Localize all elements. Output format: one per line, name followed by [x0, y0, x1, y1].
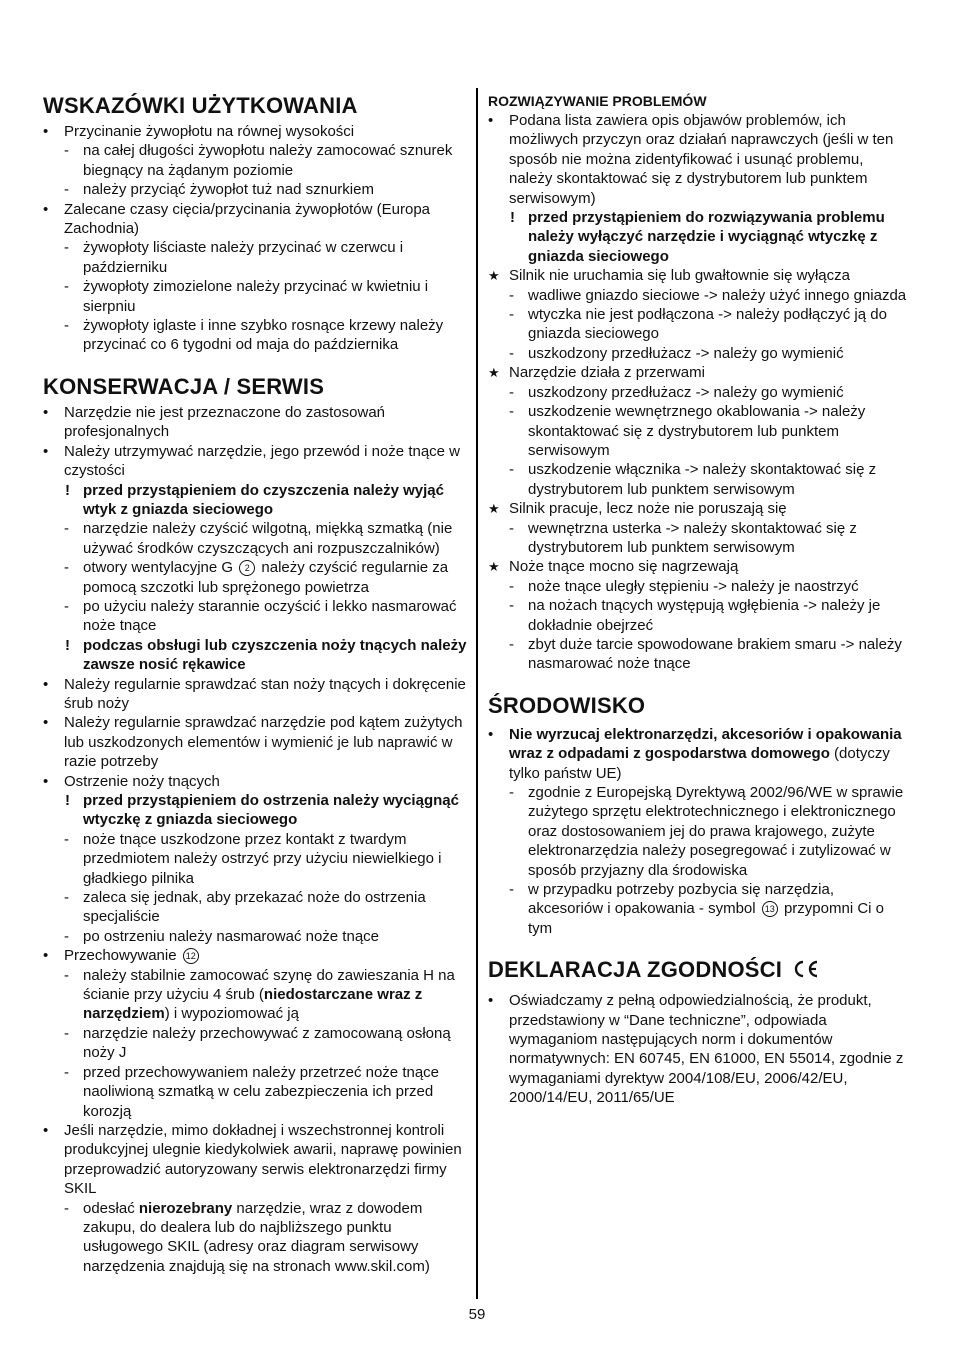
list-subitem [43, 966, 467, 1024]
list-item: • Zalecane czasy cięcia/przycinania żywopłotów (Europa Zachodnia) [43, 200, 467, 239]
list-item: • Przycinanie żywopłotu na równej wysokości [43, 122, 467, 141]
list-subitem: - żywopłoty zimozielone należy przycinać w kwietniu i sierpniu [43, 277, 467, 316]
ce-mark-icon [792, 959, 820, 985]
subitem-text: przypomni Ci o tym [528, 900, 884, 937]
list-item: • Jeśli narzędzie, mimo dokładnej i wszechstronnej kontroli produkcyjnej ulegnie kiedykolwiek awarii, naprawę powinien przeprowadzić autoryzowany serwis elektronarzędzi firmy SKIL [43, 1121, 467, 1199]
symptom-item: ★ Silnik pracuje, lecz noże nie poruszają się [488, 499, 910, 518]
list-subitem: - wewnętrzna usterka -> należy skontaktować się z dystrybutorem lub punktem serwisowym [488, 519, 910, 558]
list-subitem: - po ostrzeniu należy nasmarować noże tnące [43, 927, 467, 946]
right-column [488, 88, 910, 1108]
column-divider [476, 88, 478, 1299]
figure-reference-badge: 13 [762, 901, 778, 917]
warning-item: ! przed przystąpieniem do czyszczenia należy wyjąć wtyk z gniazda sieciowego [43, 481, 467, 520]
section-title-declaration [488, 957, 910, 985]
list-subitem: - narzędzie należy przechowywać z zamocowaną osłoną noży J [43, 1024, 467, 1063]
section-title-environment: ŚRODOWISKO [488, 692, 646, 718]
subitem-text: należy czyścić regularnie za pomocą szczotki lub sprężonego powietrza [83, 559, 449, 596]
list-subitem: - noże tnące uległy stępieniu -> należy je naostrzyć [488, 577, 910, 596]
list-item: • Należy regularnie sprawdzać stan noży tnących i dokręcenie śrub noży [43, 675, 467, 714]
list-item: • Podana lista zawiera opis objawów problemów, ich możliwych przyczyn oraz działań naprawczych (jeśli w ten sposób nie można zidentyfikować i usunąć problemu, należy skontaktować się z dystrybutorem lub punktem serwisowym) [488, 111, 910, 208]
figure-reference-badge: 2 [239, 560, 255, 576]
list-subitem: - uszkodzony przedłużacz -> należy go wymienić [488, 383, 910, 402]
subitem-text: należy stabilnie zamocować szynę do zawieszania H na ścianie przy użyciu 4 śrub ( [83, 966, 455, 1004]
usage-tips-list [43, 122, 467, 355]
section-title-usage-tips: WSKAZÓWKI UŻYTKOWANIA [43, 93, 358, 118]
subitem-text: w przypadku potrzeby pozbycia się narzędzia, akcesoriów i opakowania - symbol [528, 881, 834, 918]
declaration-list [488, 991, 910, 1107]
environment-list [488, 725, 910, 938]
list-item: • Narzędzie nie jest przeznaczone do zastosowań profesjonalnych [43, 403, 467, 442]
list-item: • Należy regularnie sprawdzać narzędzie pod kątem zużytych lub uszkodzonych elementów i wymienić je lub naprawić w razie potrzeby [43, 713, 467, 771]
list-subitem: - uszkodzony przedłużacz -> należy go wymienić [488, 344, 910, 363]
troubleshooting-list [488, 111, 910, 674]
section-title-troubleshooting: ROZWIĄZYWANIE PROBLEMÓW [488, 93, 707, 109]
subitem-text: odesłać [83, 1199, 135, 1217]
list-subitem: - narzędzie należy czyścić wilgotną, miękką szmatką (nie używać środków czyszczących ani rozpuszczalników) [43, 519, 467, 558]
figure-reference-badge: 12 [183, 948, 199, 964]
declaration-title-text: DEKLARACJA ZGODNOŚCI [488, 957, 783, 983]
section-title-maintenance: KONSERWACJA / SERWIS [43, 373, 325, 399]
symptom-item: ★ Narzędzie działa z przerwami [488, 363, 910, 382]
symptom-item: ★ Silnik nie uruchamia się lub gwałtownie się wyłącza [488, 266, 910, 285]
list-subitem: - przed przechowywaniem należy przetrzeć noże tnące naoliwioną szmatką w celu zabezpieczenia ich przed korozją [43, 1063, 467, 1121]
item-text: (dotyczy tylko państw UE) [509, 745, 890, 782]
list-subitem: - po użyciu należy starannie oczyścić i lekko nasmarować noże tnące [43, 597, 467, 636]
page-number: 59 [468, 1306, 486, 1323]
list-item: • Należy utrzymywać narzędzie, jego przewód i noże tnące w czystości [43, 442, 467, 481]
list-subitem: - żywopłoty liściaste należy przycinać w czerwcu i październiku [43, 238, 467, 277]
list-subitem: - żywopłoty iglaste i inne szybko rosnące krzewy należy przycinać co 6 tygodni od maja do października [43, 316, 467, 355]
list-subitem: - wtyczka nie jest podłączona -> należy podłączyć ją do gniazda sieciowego [488, 305, 910, 344]
subitem-text: otwory wentylacyjne G [83, 559, 234, 577]
list-subitem: - zgodnie z Europejską Dyrektywą 2002/96/WE w sprawie zużytego sprzętu elektrotechnicznego i elektronicznego oraz dostosowaniem jej do prawa krajowego, zużyte elektronarzędzia należy posegregować i zutylizować w sposób przyjazny dla środowiska [488, 783, 910, 880]
subitem-bold-text: niedostarczane wraz z narzędziem [83, 986, 423, 1023]
list-subitem [488, 880, 910, 938]
list-item: • Ostrzenie noży tnących [43, 772, 467, 791]
list-subitem: - na całej długości żywopłotu należy zamocować sznurek biegnący na żądanym poziomie [43, 141, 467, 180]
list-item [488, 725, 910, 783]
warning-item: ! przed przystąpieniem do rozwiązywania problemu należy wyłączyć narzędzie i wyciągnąć wtyczkę z gniazda sieciowego [488, 208, 910, 266]
left-column [43, 88, 467, 1276]
list-subitem: - uszkodzenie włącznika -> należy skontaktować się z dystrybutorem lub punktem serwisowym [488, 460, 910, 499]
subitem-text: ) i wypoziomować ją [164, 1005, 299, 1023]
warning-item: ! przed przystąpieniem do ostrzenia należy wyciągnąć wtyczkę z gniazda sieciowego [43, 791, 467, 830]
list-item [43, 946, 467, 965]
symptom-item: ★ Noże tnące mocno się nagrzewają [488, 557, 910, 576]
list-subitem: - noże tnące uszkodzone przez kontakt z twardym przedmiotem należy ostrzyć przy użyciu niewielkiego i gładkiego pilnika [43, 830, 467, 888]
warning-item: ! podczas obsługi lub czyszczenia noży tnących należy zawsze nosić rękawice [43, 636, 467, 675]
list-subitem: - zaleca się jednak, aby przekazać noże do ostrzenia specjaliście [43, 888, 467, 927]
list-item: • Oświadczamy z pełną odpowiedzialnością, że produkt, przedstawiony w “Dane techniczne”, odpowiada wymaganiom następujących norm i dokumentów normatywnych: EN 60745, EN 61000, EN 55014, zgodnie z wymaganiami dyrektyw 2004/108/EU, 2006/42/EU, 2000/14/EU, 2011/65/UE [488, 991, 910, 1107]
list-subitem: - uszkodzenie wewnętrznego okablowania -> należy skontaktować się z dystrybutorem lub punktem serwisowym [488, 402, 910, 460]
list-subitem: - należy przyciąć żywopłot tuż nad sznurkiem [43, 180, 467, 199]
subitem-bold-text: nierozebrany [138, 1199, 233, 1217]
list-subitem: - zbyt duże tarcie spowodowane brakiem smaru -> należy nasmarować noże tnące [488, 635, 910, 674]
list-subitem [43, 558, 467, 597]
list-subitem: - na nożach tnących występują wgłębienia -> należy je dokładnie obejrzeć [488, 596, 910, 635]
list-subitem: - wadliwe gniazdo sieciowe -> należy użyć innego gniazda [488, 286, 910, 305]
list-subitem [43, 1199, 467, 1277]
subitem-text: narzędzie, wraz z dowodem zakupu, do dealera lub do najbliższego punktu usługowego SKIL (adresy oraz diagram serwisowy narzędzenia znajdują się na stronach www.skil.com) [83, 1199, 430, 1275]
item-bold-text: Nie wyrzucaj elektronarzędzi, akcesoriów i opakowania wraz z odpadami z gospodarstwa domowego [509, 725, 902, 763]
maintenance-list [43, 403, 467, 1276]
item-text: Przechowywanie [64, 947, 177, 965]
